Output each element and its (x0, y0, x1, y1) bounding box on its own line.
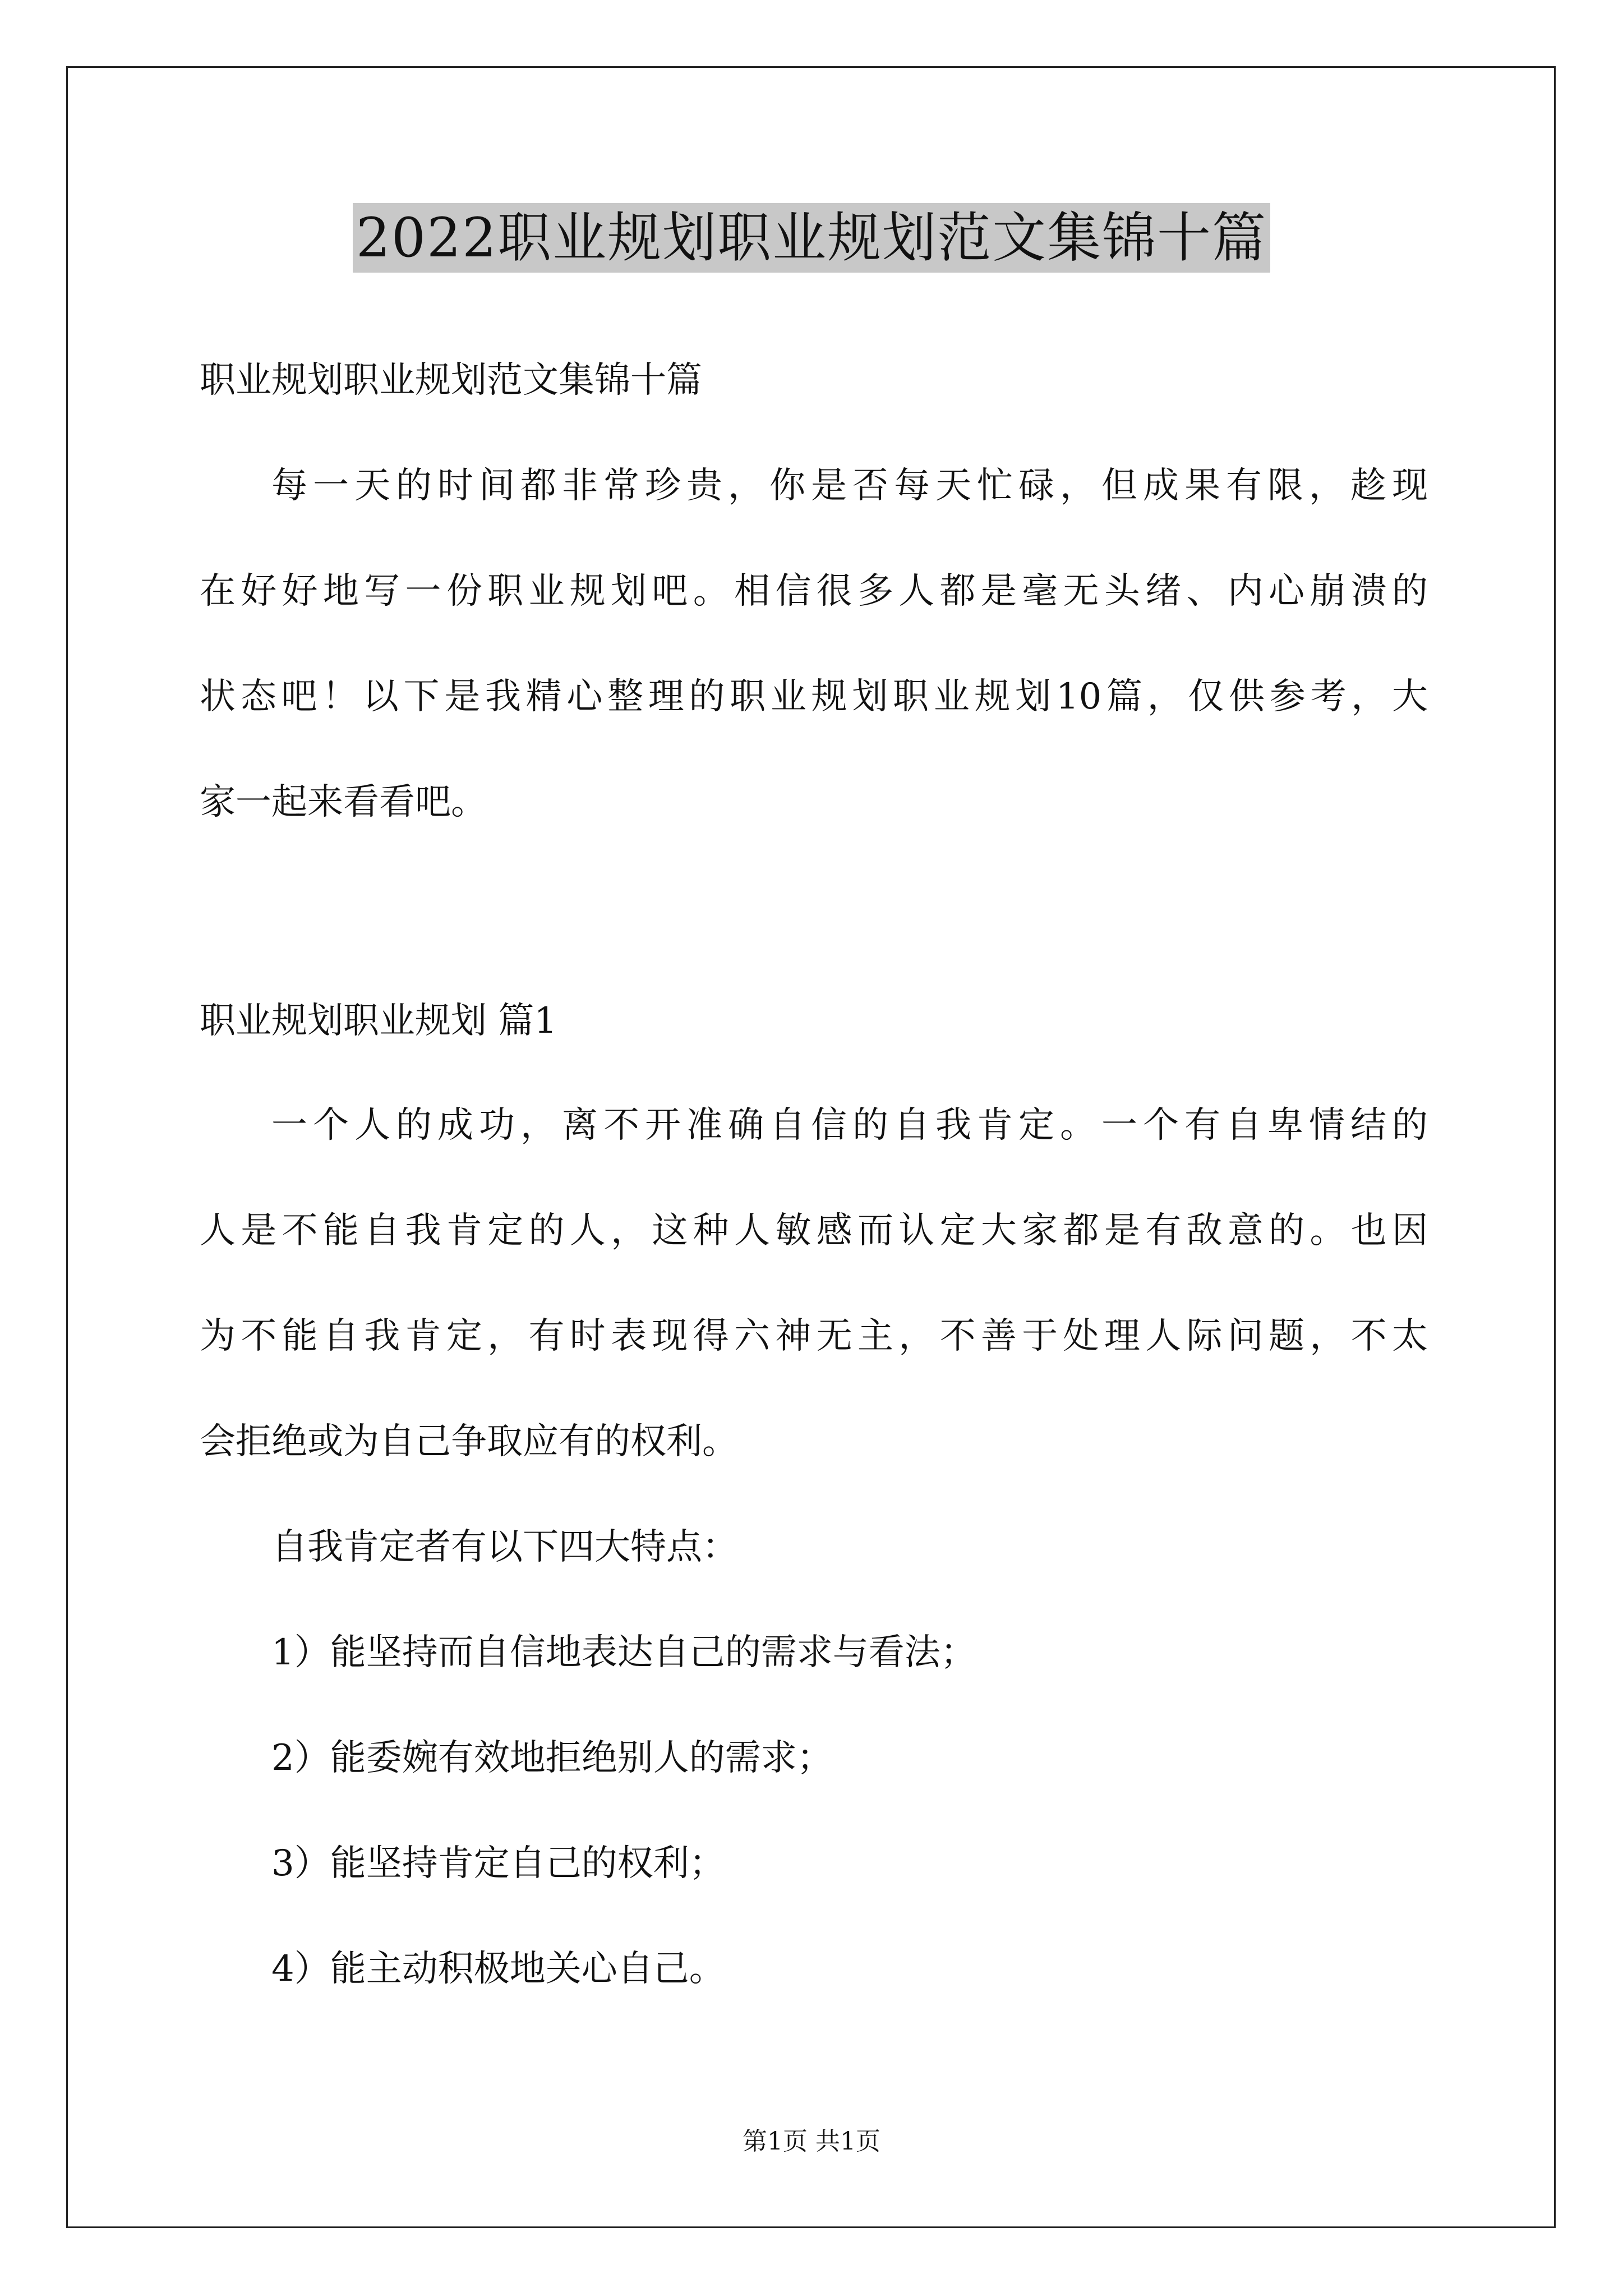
section-line: 为不能自我肯定，有时表现得六神无主，不善于处理人际问题，不太 (200, 1315, 1428, 1357)
section-heading: 职业规划职业规划 篇1 (200, 1000, 557, 1042)
trait-item: 3）能坚持肯定自己的权利； (271, 1843, 725, 1884)
document-title: 2022职业规划职业规划范文集锦十篇 (353, 203, 1270, 273)
document-subtitle: 职业规划职业规划范文集锦十篇 (200, 360, 702, 401)
intro-line: 家一起来看看吧。 (200, 781, 487, 823)
intro-line: 每一天的时间都非常珍贵，你是否每天忙碌，但成果有限，趁现 (271, 465, 1428, 507)
page-footer: 第1页 共1页 (743, 2127, 880, 2156)
trait-item: 2）能委婉有效地拒绝别人的需求； (271, 1737, 833, 1779)
intro-line: 状态吧！以下是我精心整理的职业规划职业规划10篇，仅供参考，大 (200, 676, 1428, 717)
document-title-block (0, 203, 1623, 273)
section-line: 会拒绝或为自己争取应有的权利。 (200, 1421, 738, 1462)
trait-item: 4）能主动积极地关心自己。 (271, 1948, 725, 1990)
section-line: 一个人的成功，离不开准确自信的自我肯定。一个有自卑情结的 (271, 1105, 1428, 1146)
trait-item: 1）能坚持而自信地表达自己的需求与看法； (271, 1632, 976, 1673)
section-line: 人是不能自我肯定的人，这种人敏感而认定大家都是有敌意的。也因 (200, 1210, 1428, 1251)
traits-intro: 自我肯定者有以下四大特点： (271, 1526, 738, 1568)
intro-line: 在好好地写一份职业规划吧。相信很多人都是毫无头绪、内心崩溃的 (200, 570, 1428, 612)
